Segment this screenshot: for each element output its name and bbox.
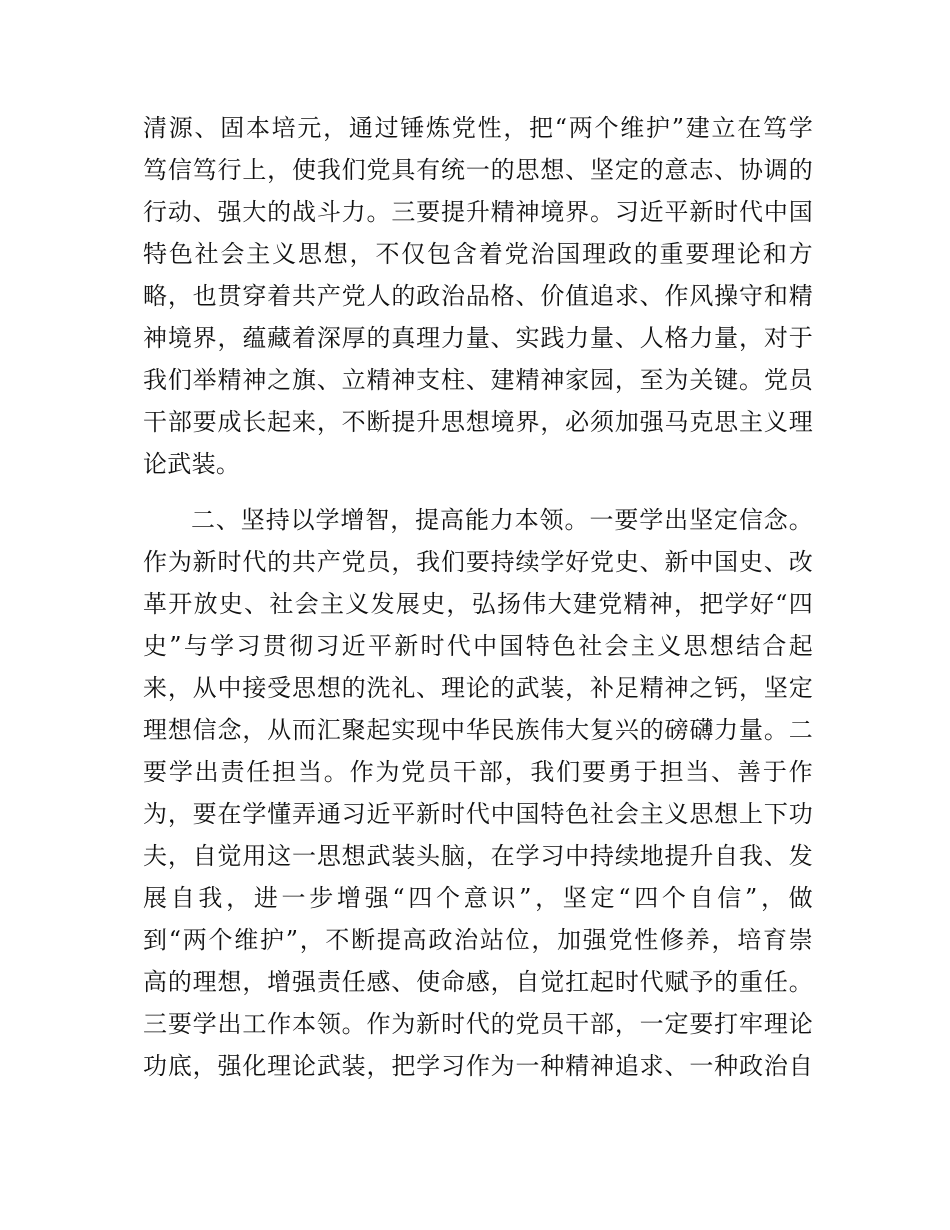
text-line: 论武装。	[143, 450, 241, 478]
text-line: 夫，自觉用这一思想武装头脑，在学习中持续地提升自我、发	[143, 842, 813, 870]
text-line: 理想信念，从而汇聚起实现中华民族伟大复兴的磅礴力量。二	[143, 716, 813, 744]
text-line: 神境界，蕴藏着深厚的真理力量、实践力量、人格力量，对于	[143, 324, 813, 352]
text-line: 作为新时代的共产党员，我们要持续学好党史、新中国史、改	[143, 548, 813, 576]
text-line: 干部要成长起来，不断提升思想境界，必须加强马克思主义理	[143, 408, 813, 436]
paragraph-2	[143, 499, 813, 1087]
text-line: 笃信笃行上，使我们党具有统一的思想、坚定的意志、协调的	[143, 156, 813, 184]
text-line: 二、坚持以学增智，提高能力本领。一要学出坚定信念。	[191, 506, 813, 534]
text-line: 来，从中接受思想的洗礼、理论的武装，补足精神之钙，坚定	[143, 674, 813, 702]
text-line: 到“两个维护”，不断提高政治站位，加强党性修养，培育崇	[143, 926, 813, 954]
text-line: 清源、固本培元，通过锤炼党性，把“两个维护”建立在笃学	[143, 114, 813, 142]
text-line: 史”与学习贯彻习近平新时代中国特色社会主义思想结合起	[143, 632, 813, 660]
text-line: 三要学出工作本领。作为新时代的党员干部，一定要打牢理论	[143, 1010, 813, 1038]
text-line: 高的理想，增强责任感、使命感，自觉扛起时代赋予的重任。	[143, 968, 813, 996]
text-line: 革开放史、社会主义发展史，弘扬伟大建党精神，把学好“四	[143, 590, 813, 618]
text-line: 略，也贯穿着共产党人的政治品格、价值追求、作风操守和精	[143, 282, 813, 310]
text-line: 特色社会主义思想，不仅包含着党治国理政的重要理论和方	[143, 240, 813, 268]
text-line: 要学出责任担当。作为党员干部，我们要勇于担当、善于作	[143, 758, 813, 786]
text-line: 功底，强化理论武装，把学习作为一种精神追求、一种政治自	[143, 1052, 813, 1080]
paragraph-1	[143, 107, 813, 485]
text-line: 为，要在学懂弄通习近平新时代中国特色社会主义思想上下功	[143, 800, 813, 828]
text-line: 我们举精神之旗、立精神支柱、建精神家园，至为关键。党员	[143, 366, 813, 394]
text-line: 展自我，进一步增强“四个意识”，坚定“四个自信”，做	[143, 884, 813, 912]
text-line: 行动、强大的战斗力。三要提升精神境界。习近平新时代中国	[143, 198, 813, 226]
